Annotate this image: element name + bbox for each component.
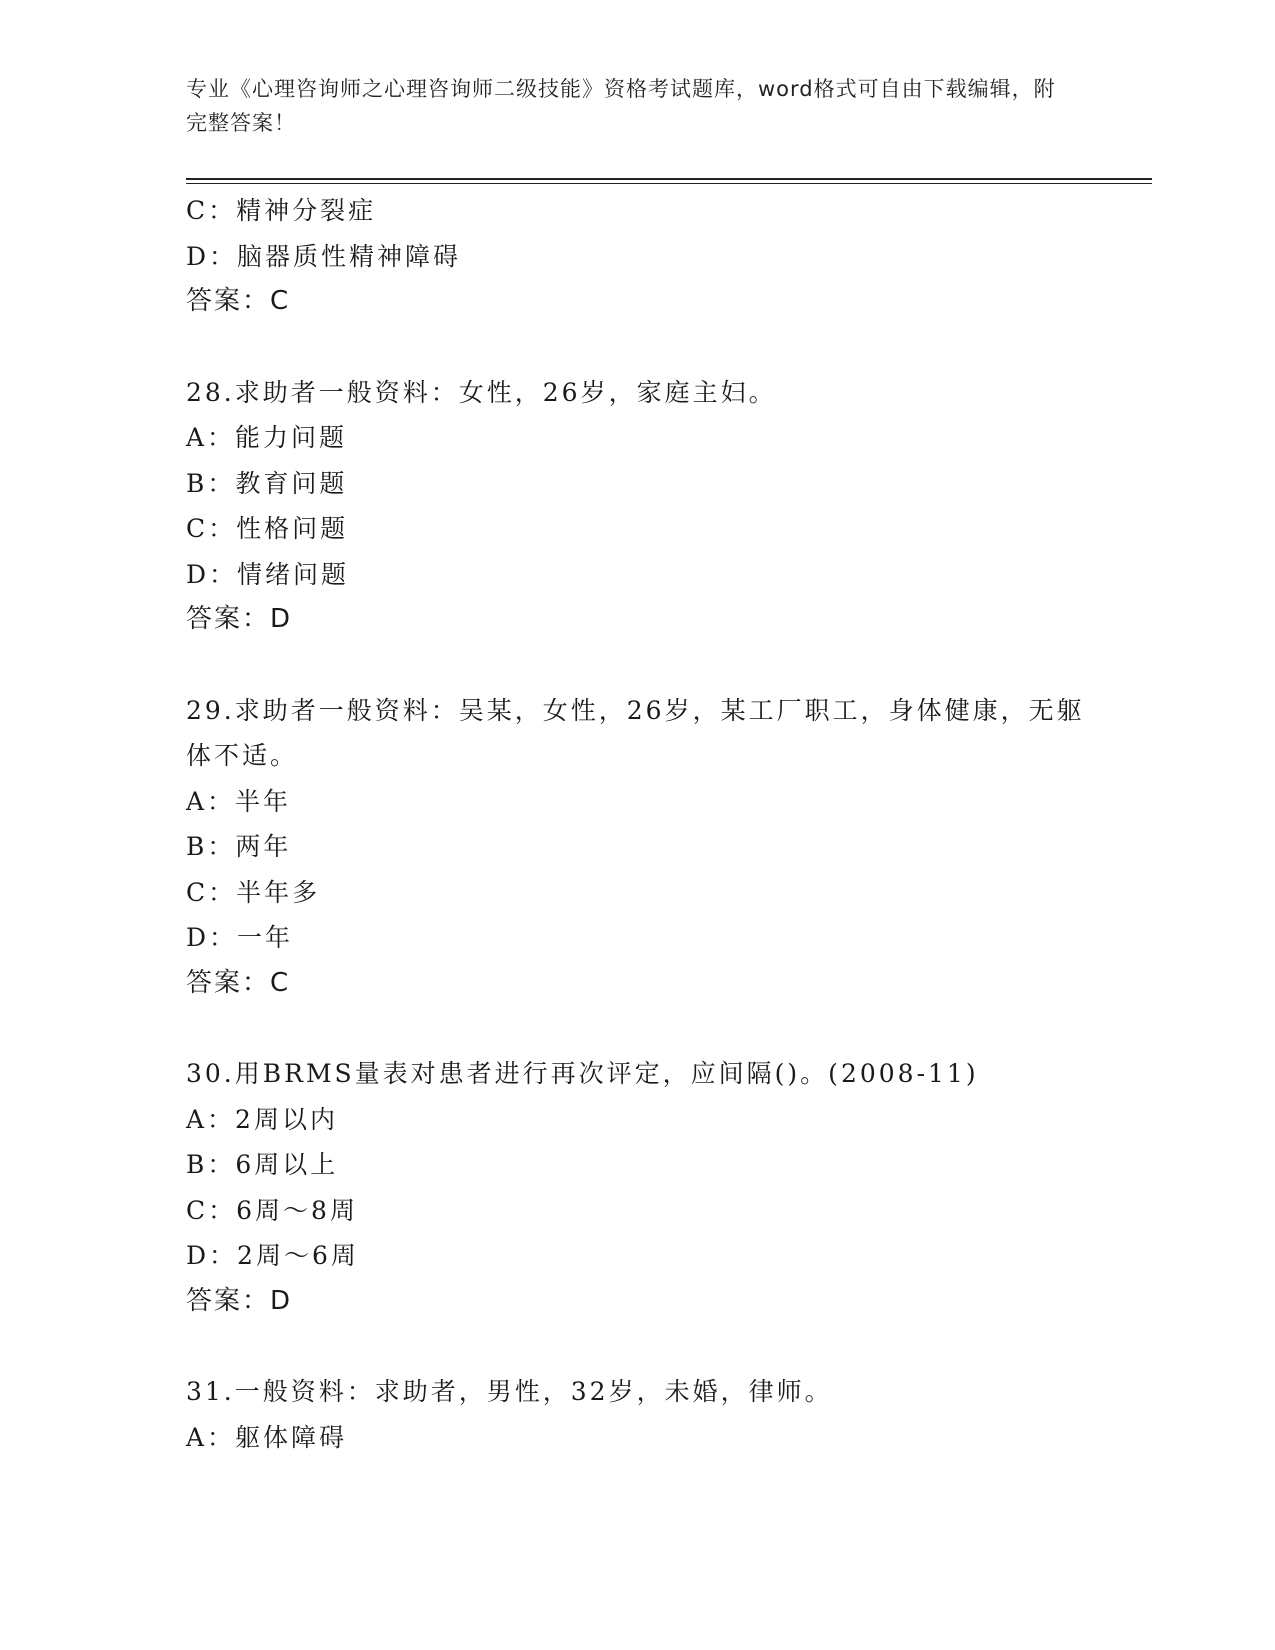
option-line: C：半年多 (186, 877, 321, 907)
option-line: D：一年 (186, 923, 294, 952)
question-stem: 28.求助者一般资料：女性，26岁，家庭主妇。 (186, 377, 777, 407)
question-stem: 31.一般资料：求助者，男性，32岁，未婚，律师。 (186, 1377, 833, 1406)
option-line: C：精神分裂症 (186, 196, 377, 225)
answer-line: 答案：C (186, 967, 291, 998)
option-line: A：半年 (186, 786, 292, 816)
answer-line: 答案：D (186, 1285, 293, 1316)
option-line: B：两年 (186, 832, 292, 861)
option-line: D：2周～6周 (186, 1241, 359, 1270)
option-line: C：性格问题 (186, 514, 349, 543)
header-divider (186, 178, 1152, 184)
option-line: C：6周～8周 (186, 1195, 358, 1225)
answer-line: 答案：C (186, 286, 291, 316)
question-stem: 30.用BRMS量表对患者进行再次评定，应间隔()。(2008-11) (186, 1059, 979, 1088)
question-stem: 29.求助者一般资料：吴某，女性，26岁，某工厂职工，身体健康，无躯体不适。 (186, 695, 1085, 770)
option-line: B：6周以上 (186, 1150, 339, 1179)
document-body (186, 188, 1086, 1460)
option-line: A：2周以内 (186, 1104, 338, 1134)
answer-line: 答案：D (186, 604, 293, 634)
option-line: A：能力问题 (186, 423, 348, 452)
option-line: D：脑器质性精神障碍 (186, 241, 462, 271)
option-line: A：躯体障碍 (186, 1422, 348, 1452)
option-line: D：情绪问题 (186, 559, 350, 589)
option-line: B：教育问题 (186, 468, 348, 498)
page-header: 专业《心理咨询师之心理咨询师二级技能》资格考试题库，word格式可自由下载编辑，附完整答案！ (186, 77, 1056, 135)
